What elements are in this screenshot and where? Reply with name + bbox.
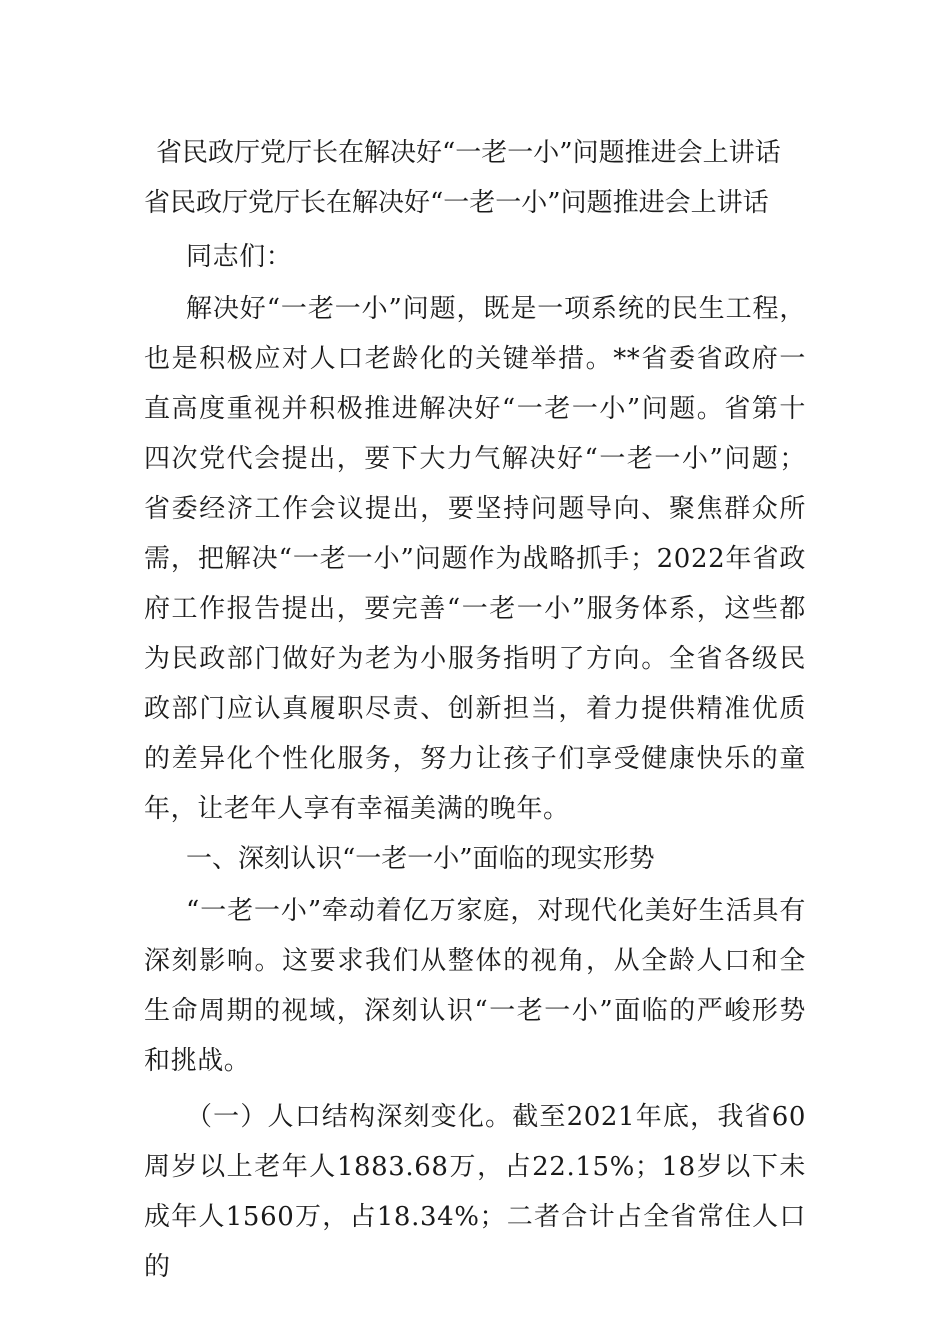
document-title-line-2: 省民政厅党厅长在解决好“一老一小”问题推进会上讲话 [144,188,769,218]
document-body [144,128,806,1292]
paragraph-section-1-intro: “一老一小”牵动着亿万家庭，对现代化美好生活具有深刻影响。这要求我们从整体的视角，从全龄人口和全生命周期的视域，深刻认识“一老一小”面临的严峻形势和挑战。 [144,896,806,1076]
paragraph-intro: 解决好“一老一小”问题，既是一项系统的民生工程，也是积极应对人口老龄化的关键举措。**省委省政府一直高度重视并积极推进解决好“一老一小”问题。省第十四次党代会提出，要下大力气解决好“一老一小”问题；省委经济工作会议提出，要坚持问题导向、聚焦群众所需，把解决“一老一小”问题作为战略抓手；2022年省政府工作报告提出，要完善“一老一小”服务体系，这些都为民政部门做好为老为小服务指明了方向。全省各级民政部门应认真履职尽责、创新担当，着力提供精准优质的差异化个性化服务，努力让孩子们享受健康快乐的童年，让老年人享有幸福美满的晚年。 [144,294,806,824]
paragraph-population-structure: （一）人口结构深刻变化。截至2021年底，我省60周岁以上老年人1883.68万，占22.15%；18岁以下未成年人1560万，占18.34%；二者合计占全省常住人口的 [144,1102,806,1282]
document-title-line-1: 省民政厅党厅长在解决好“一老一小”问题推进会上讲话 [156,138,781,168]
section-heading-1: 一、深刻认识“一老一小”面临的现实形势 [186,844,655,874]
salutation: 同志们： [186,242,293,272]
